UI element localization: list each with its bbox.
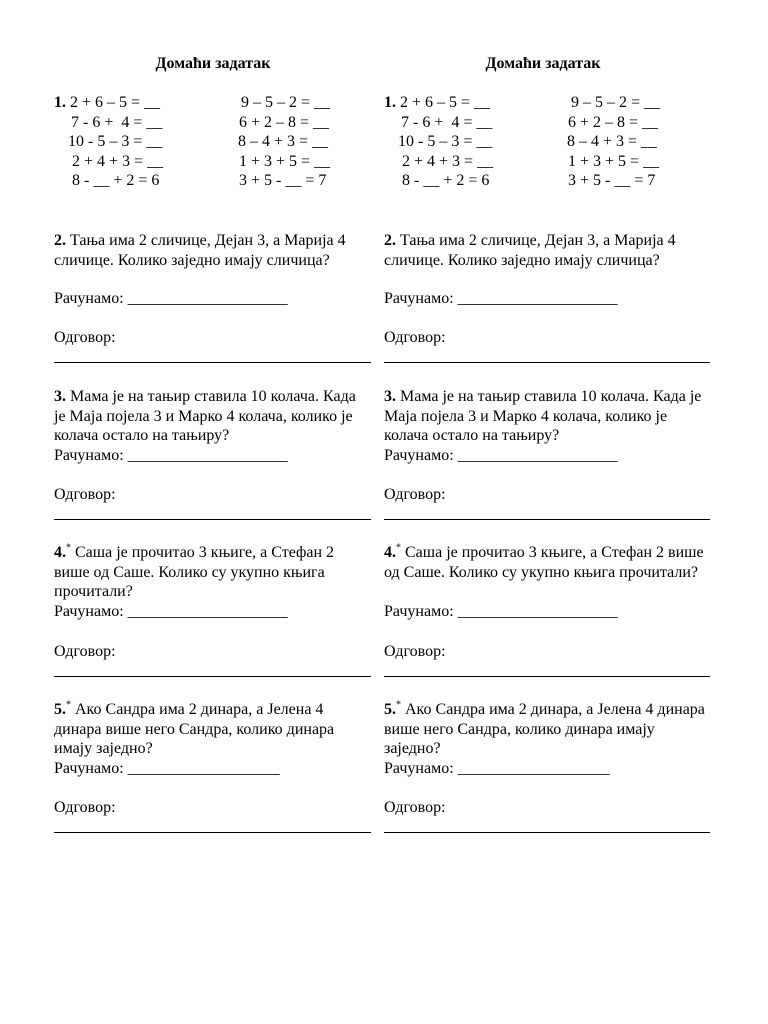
equation: 2 + 6 – 5 = __: [70, 94, 161, 111]
problem-5: [384, 700, 709, 759]
equation: 8 - __ + 2 = 6: [72, 172, 160, 190]
problem-text: Тања има 2 сличице, Дејан 3, а Марија 4 сличице. Колико заједно имају сличица?: [54, 232, 346, 269]
equation: 2 + 4 + 3 = __: [72, 152, 164, 170]
problem-number: 5.: [54, 701, 66, 718]
problem-4: [54, 543, 370, 602]
problem-1: [384, 93, 714, 191]
problem-number: 4.: [384, 544, 396, 561]
worksheet-title: Домаћи задатак: [485, 55, 601, 72]
equation: 9 – 5 – 2 = __: [241, 94, 331, 111]
equation: 8 - __ + 2 = 6: [402, 172, 490, 190]
answer-label: Одговор:: [54, 799, 116, 816]
equation: 1 + 3 + 5 = __: [239, 152, 331, 170]
star-mark: *: [396, 699, 401, 711]
answer-label: Одговор:: [384, 799, 446, 816]
equation: 9 – 5 – 2 = __: [571, 94, 661, 111]
problem-text: Мама је на тањир ставила 10 колача. Када је Маја појела 3 и Марко 4 колача, колико је колача остало на тањиру?: [384, 388, 702, 445]
problem-4: [384, 543, 709, 582]
problem-3: [384, 387, 704, 446]
equation: 1 + 3 + 5 = __: [568, 152, 660, 170]
equation: 10 - 5 – 3 = __: [398, 133, 493, 151]
problem-text: Ако Сандра има 2 динара, а Јелена 4 динара више него Сандра, колико динара имају заједно?: [384, 701, 705, 758]
answer-line[interactable]: [54, 362, 371, 363]
calc-line[interactable]: Рачунамо: ____________________: [384, 290, 618, 307]
problem-number: 5.: [384, 701, 396, 718]
calc-line[interactable]: Рачунамо: ____________________: [54, 603, 288, 620]
problem-1: [54, 93, 384, 191]
problem-2: [54, 231, 376, 270]
equation: 6 + 2 – 8 = __: [568, 113, 659, 131]
calc-line[interactable]: Рачунамо: ____________________: [54, 447, 288, 464]
equation: 7 - 6 + 4 = __: [71, 113, 163, 131]
problem-number: 1.: [54, 94, 66, 111]
calc-line[interactable]: Рачунамо: ____________________: [384, 603, 618, 620]
star-mark: *: [66, 699, 71, 711]
worksheet-left: [54, 0, 384, 1024]
equation: 10 - 5 – 3 = __: [68, 133, 163, 151]
worksheet-title: Домаћи задатак: [155, 55, 271, 72]
problem-number: 3.: [54, 388, 66, 405]
problem-number: 3.: [384, 388, 396, 405]
problem-text: Тања има 2 сличице, Дејан 3, а Марија 4 сличице. Колико заједно имају сличица?: [384, 232, 676, 269]
answer-line[interactable]: [54, 676, 371, 677]
equation: 8 – 4 + 3 = __: [567, 133, 658, 151]
answer-label: Одговор:: [54, 643, 116, 660]
equation: 3 + 5 - __ = 7: [568, 172, 656, 190]
calc-line[interactable]: Рачунамо: ___________________: [54, 760, 280, 777]
answer-label: Одговор:: [54, 486, 116, 503]
answer-label: Одговор:: [384, 329, 446, 346]
problem-number: 4.: [54, 544, 66, 561]
answer-line[interactable]: [384, 362, 710, 363]
calc-line[interactable]: Рачунамо: ____________________: [384, 447, 618, 464]
problem-3: [54, 387, 364, 446]
answer-label: Одговор:: [54, 329, 116, 346]
problem-text: Саша је прочитао 3 књиге, а Стефан 2 више од Саше. Колико су укупно књига прочитали?: [54, 544, 335, 601]
answer-label: Одговор:: [384, 643, 446, 660]
equation: 2 + 6 – 5 = __: [400, 94, 491, 111]
answer-line[interactable]: [384, 519, 710, 520]
answer-line[interactable]: [54, 519, 371, 520]
equation: 3 + 5 - __ = 7: [239, 172, 327, 190]
problem-number: 2.: [384, 232, 396, 249]
calc-line[interactable]: Рачунамо: ___________________: [384, 760, 610, 777]
star-mark: *: [396, 542, 401, 554]
equation: 2 + 4 + 3 = __: [402, 152, 494, 170]
answer-line[interactable]: [54, 832, 371, 833]
equation: 6 + 2 – 8 = __: [239, 113, 330, 131]
calc-line[interactable]: Рачунамо: ____________________: [54, 290, 288, 307]
problem-number: 2.: [54, 232, 66, 249]
equation: 7 - 6 + 4 = __: [401, 113, 493, 131]
answer-label: Одговор:: [384, 486, 446, 503]
problem-text: Мама је на тањир ставила 10 колача. Када је Маја појела 3 и Марко 4 колача, колико је колача остало на тањиру?: [54, 388, 356, 445]
answer-line[interactable]: [384, 832, 710, 833]
answer-line[interactable]: [384, 676, 710, 677]
problem-text: Саша је прочитао 3 књиге, а Стефан 2 више од Саше. Колико су укупно књига прочитали?: [384, 544, 704, 581]
worksheet-right: [384, 0, 714, 1024]
problem-text: Ако Сандра има 2 динара, а Јелена 4 динара више него Сандра, колико динара имају заједно?: [54, 701, 335, 758]
problem-2: [384, 231, 714, 270]
problem-number: 1.: [384, 94, 396, 111]
equation: 8 – 4 + 3 = __: [238, 133, 329, 151]
problem-5: [54, 700, 369, 759]
star-mark: *: [66, 542, 71, 554]
